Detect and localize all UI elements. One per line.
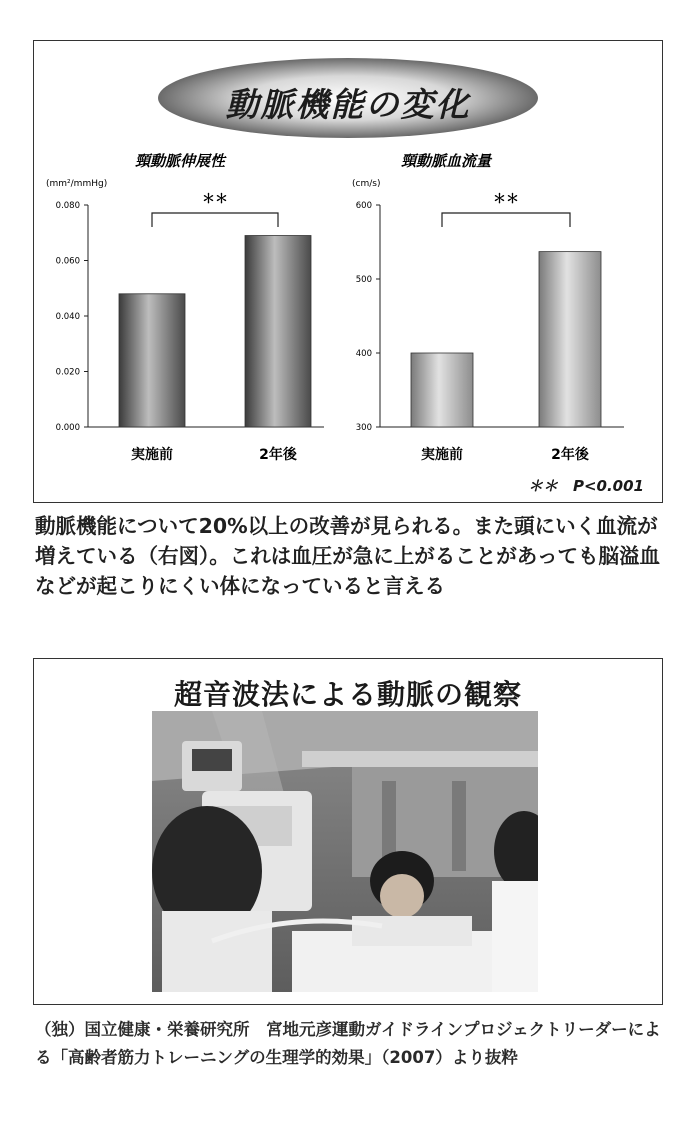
- y-tick-label: 0.080: [55, 201, 80, 211]
- chart-panel: [33, 40, 663, 503]
- bar-before: [119, 294, 185, 427]
- significance-label: ＊＊: [201, 192, 229, 207]
- y-tick-label: 0.020: [55, 367, 80, 378]
- chart-carotid-distensibility: [34, 41, 334, 481]
- bar-after: [539, 252, 601, 427]
- bar-before: [411, 353, 473, 427]
- y-tick-label: 600: [355, 201, 372, 211]
- x-category-label: 実施前: [421, 447, 463, 463]
- p-value-note: ＊＊ P<0.001: [527, 477, 644, 495]
- significance-label: ＊＊: [492, 192, 520, 207]
- y-tick-label: 500: [355, 275, 372, 285]
- y-axis-unit: (cm/s): [352, 179, 381, 189]
- caption-text: 動脈機能について20%以上の改善が見られる。また頭にいく血流が増えている（右図）。これは血圧が急に上がることがあっても脳溢血などが起こりにくい体になっていると言える: [35, 514, 661, 598]
- y-tick-label: 0.040: [55, 312, 80, 322]
- significance-bracket: [442, 213, 570, 227]
- x-category-label: 実施前: [131, 447, 173, 463]
- chart-title: 頸動脈血流量: [400, 152, 492, 170]
- significance-bracket: [152, 213, 278, 227]
- ultrasound-photo: [152, 711, 538, 992]
- chart-title: 頸動脈伸展性: [134, 152, 226, 170]
- y-tick-label: 0.000: [55, 423, 80, 433]
- bar-after: [245, 236, 311, 427]
- y-axis-unit: (mm²/mmHg): [46, 179, 108, 189]
- photo-panel: [33, 658, 663, 1005]
- chart-carotid-blood-flow: [334, 41, 654, 481]
- y-tick-label: 300: [355, 423, 372, 433]
- photo-title: 超音波法による動脈の観察: [173, 678, 522, 711]
- x-category-label: 2年後: [551, 447, 589, 463]
- y-tick-label: 400: [355, 349, 372, 359]
- banner-title: 動脈機能の変化: [225, 85, 471, 124]
- source-note: （独）国立健康・栄養研究所 宮地元彦運動ガイドラインプロジェクトリーダーによる「高齢者筋力トレーニングの生理学的効果」（2007）より抜粋: [35, 1020, 661, 1067]
- x-category-label: 2年後: [259, 447, 297, 463]
- y-tick-label: 0.060: [55, 256, 80, 267]
